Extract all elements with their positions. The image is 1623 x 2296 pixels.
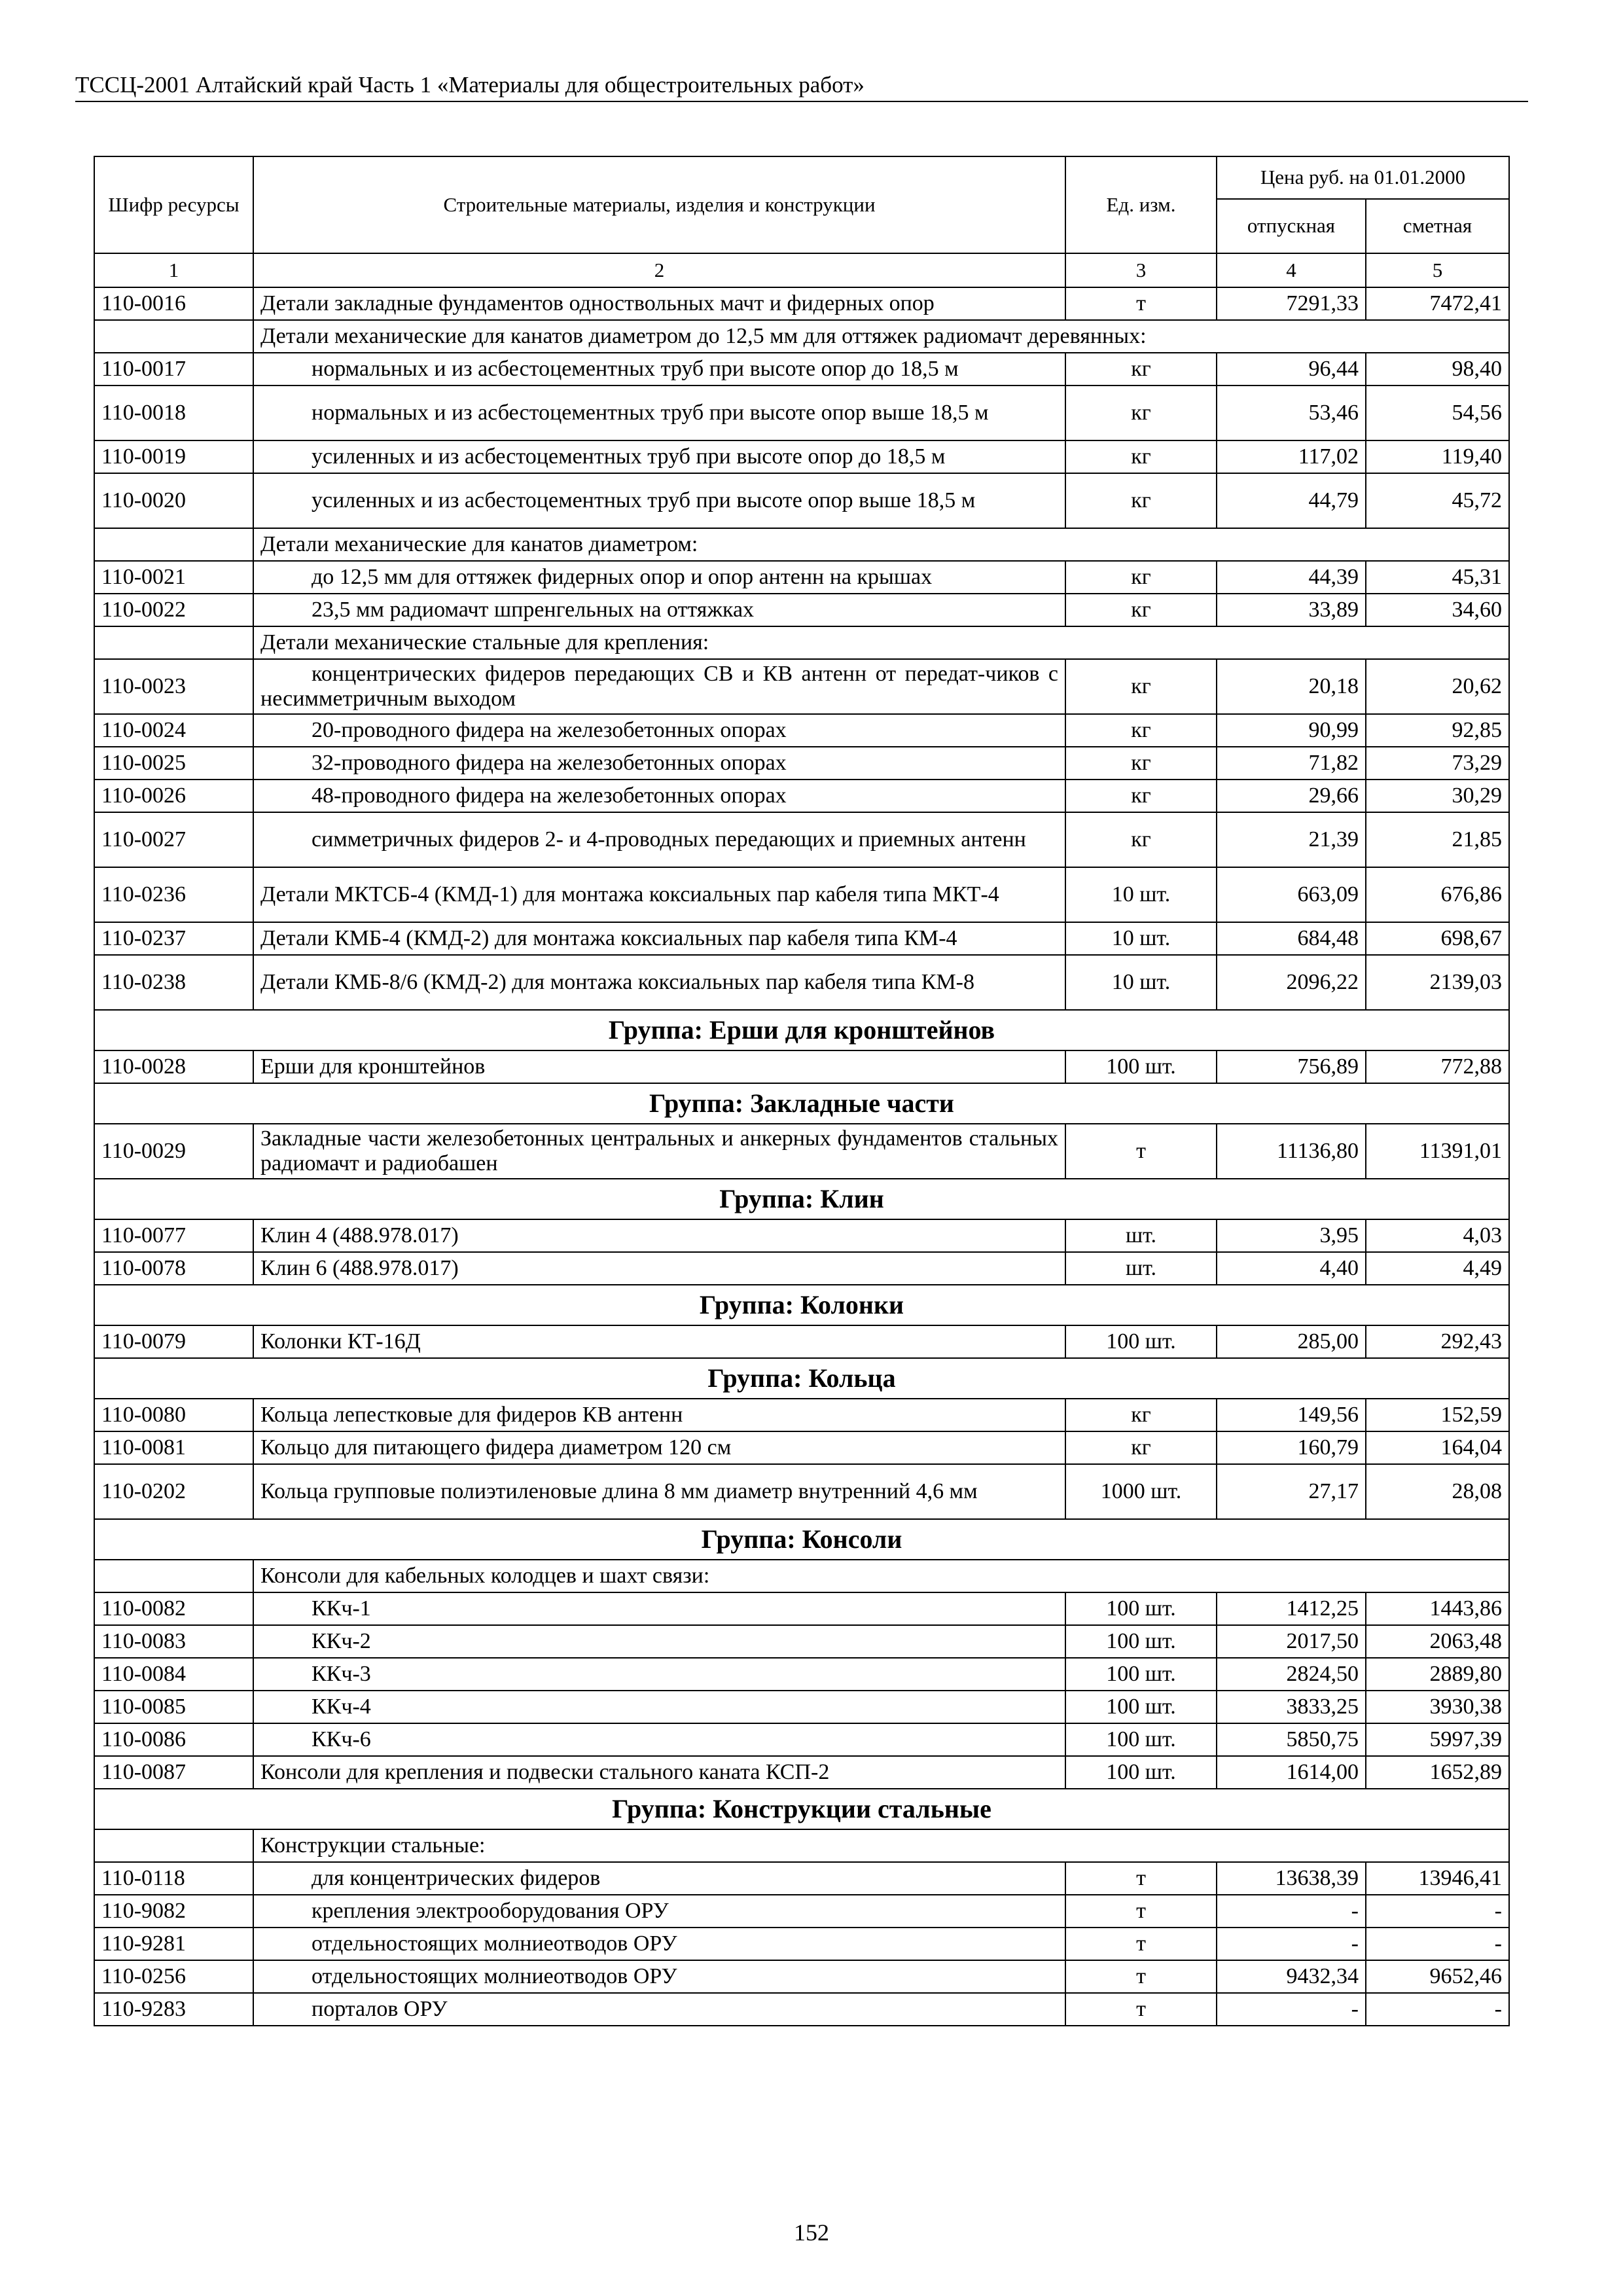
- material-name: отдельностоящих молниеотводов ОРУ: [253, 1928, 1065, 1960]
- empty-cell: [94, 528, 253, 561]
- table-row: [94, 561, 1509, 594]
- estimate-price-cell: -: [1366, 1928, 1509, 1960]
- release-price-cell: -: [1217, 1928, 1366, 1960]
- release-price-cell: 13638,39: [1217, 1862, 1366, 1895]
- table-row: [94, 1050, 1509, 1083]
- resource-code: 110-0078: [94, 1252, 253, 1285]
- group-heading-row: [94, 1083, 1509, 1124]
- unit-cell: т: [1065, 1124, 1217, 1179]
- subheading-text: Конструкции стальные:: [253, 1829, 1509, 1862]
- unit-cell: 10 шт.: [1065, 955, 1217, 1010]
- resource-code: 110-0081: [94, 1431, 253, 1464]
- estimate-price-cell: 3930,38: [1366, 1691, 1509, 1723]
- release-price-cell: 117,02: [1217, 440, 1366, 473]
- unit-cell: кг: [1065, 747, 1217, 780]
- unit-cell: кг: [1065, 440, 1217, 473]
- subheading-text: Детали механические для канатов диаметром:: [253, 528, 1509, 561]
- material-name: Клин 6 (488.978.017): [253, 1252, 1065, 1285]
- estimate-price-cell: 73,29: [1366, 747, 1509, 780]
- table-row: [94, 1325, 1509, 1358]
- release-price-cell: 2824,50: [1217, 1658, 1366, 1691]
- release-price-cell: 27,17: [1217, 1464, 1366, 1519]
- table-row: [94, 473, 1509, 528]
- group-heading: Группа: Колонки: [94, 1285, 1509, 1325]
- release-price-cell: 5850,75: [1217, 1723, 1366, 1756]
- table-row: [94, 812, 1509, 867]
- material-name: Детали КМБ-8/6 (КМД-2) для монтажа коксиальных пар кабеля типа КМ-8: [253, 955, 1065, 1010]
- resource-code: 110-0022: [94, 594, 253, 626]
- resource-code: 110-0238: [94, 955, 253, 1010]
- page-number: 152: [794, 2219, 829, 2246]
- unit-cell: кг: [1065, 659, 1217, 714]
- unit-cell: 10 шт.: [1065, 922, 1217, 955]
- estimate-price-cell: 21,85: [1366, 812, 1509, 867]
- estimate-price-cell: 98,40: [1366, 353, 1509, 386]
- price-table: [94, 156, 1510, 2026]
- table-row: [94, 1960, 1509, 1993]
- material-name: концентрических фидеров передающих СВ и КВ антенн от передат-чиков с несимметричным выходом: [253, 659, 1065, 714]
- estimate-price-cell: 45,72: [1366, 473, 1509, 528]
- group-heading: Группа: Клин: [94, 1179, 1509, 1219]
- unit-cell: шт.: [1065, 1252, 1217, 1285]
- table-row: [94, 1723, 1509, 1756]
- group-heading: Группа: Ерши для кронштейнов: [94, 1010, 1509, 1050]
- table-row: [94, 1895, 1509, 1928]
- material-name: Детали КМБ-4 (КМД-2) для монтажа коксиальных пар кабеля типа КМ-4: [253, 922, 1065, 955]
- estimate-price-cell: 119,40: [1366, 440, 1509, 473]
- resource-code: 110-0029: [94, 1124, 253, 1179]
- header-price: Цена руб. на 01.01.2000: [1217, 156, 1509, 199]
- material-name: Кольца лепестковые для фидеров КВ антенн: [253, 1399, 1065, 1431]
- release-price-cell: 2096,22: [1217, 955, 1366, 1010]
- release-price-cell: 53,46: [1217, 386, 1366, 440]
- material-name: ККч-3: [253, 1658, 1065, 1691]
- release-price-cell: 7291,33: [1217, 287, 1366, 320]
- empty-cell: [94, 320, 253, 353]
- table-row: [94, 1219, 1509, 1252]
- resource-code: 110-0118: [94, 1862, 253, 1895]
- unit-cell: т: [1065, 1862, 1217, 1895]
- release-price-cell: 44,39: [1217, 561, 1366, 594]
- material-name: ККч-4: [253, 1691, 1065, 1723]
- table-row: [94, 1124, 1509, 1179]
- resource-code: 110-0087: [94, 1756, 253, 1789]
- unit-cell: т: [1065, 1895, 1217, 1928]
- subheading-row: [94, 1829, 1509, 1862]
- table-row: [94, 780, 1509, 812]
- estimate-price-cell: 4,49: [1366, 1252, 1509, 1285]
- release-price-cell: -: [1217, 1895, 1366, 1928]
- table-body: [94, 287, 1509, 2026]
- table-row: [94, 1993, 1509, 2026]
- unit-cell: кг: [1065, 473, 1217, 528]
- release-price-cell: 684,48: [1217, 922, 1366, 955]
- subheading-text: Детали механические стальные для крепления:: [253, 626, 1509, 659]
- resource-code: 110-0021: [94, 561, 253, 594]
- release-price-cell: 33,89: [1217, 594, 1366, 626]
- unit-cell: 100 шт.: [1065, 1050, 1217, 1083]
- material-name: ККч-2: [253, 1625, 1065, 1658]
- resource-code: 110-0025: [94, 747, 253, 780]
- empty-cell: [94, 1829, 253, 1862]
- estimate-price-cell: 54,56: [1366, 386, 1509, 440]
- material-name: нормальных и из асбестоцементных труб при высоте опор до 18,5 м: [253, 353, 1065, 386]
- unit-cell: кг: [1065, 386, 1217, 440]
- group-heading-row: [94, 1358, 1509, 1399]
- material-name: порталов ОРУ: [253, 1993, 1065, 2026]
- resource-code: 110-0256: [94, 1960, 253, 1993]
- release-price-cell: 663,09: [1217, 867, 1366, 922]
- table-row: [94, 1252, 1509, 1285]
- resource-code: 110-9281: [94, 1928, 253, 1960]
- unit-cell: 100 шт.: [1065, 1625, 1217, 1658]
- resource-code: 110-0236: [94, 867, 253, 922]
- table-row: [94, 714, 1509, 747]
- column-number: 3: [1065, 253, 1217, 287]
- release-price-cell: 756,89: [1217, 1050, 1366, 1083]
- estimate-price-cell: 2889,80: [1366, 1658, 1509, 1691]
- table-row: [94, 353, 1509, 386]
- table-row: [94, 1592, 1509, 1625]
- unit-cell: т: [1065, 1928, 1217, 1960]
- estimate-price-cell: 2063,48: [1366, 1625, 1509, 1658]
- release-price-cell: -: [1217, 1993, 1366, 2026]
- table-row: [94, 1928, 1509, 1960]
- material-name: 20-проводного фидера на железобетонных опорах: [253, 714, 1065, 747]
- material-name: для концентрических фидеров: [253, 1862, 1065, 1895]
- estimate-price-cell: 2139,03: [1366, 955, 1509, 1010]
- estimate-price-cell: 20,62: [1366, 659, 1509, 714]
- estimate-price-cell: 13946,41: [1366, 1862, 1509, 1895]
- subheading-row: [94, 320, 1509, 353]
- estimate-price-cell: 4,03: [1366, 1219, 1509, 1252]
- release-price-cell: 149,56: [1217, 1399, 1366, 1431]
- release-price-cell: 3833,25: [1217, 1691, 1366, 1723]
- material-name: Детали МКТСБ-4 (КМД-1) для монтажа коксиальных пар кабеля типа МКТ-4: [253, 867, 1065, 922]
- material-name: до 12,5 мм для оттяжек фидерных опор и опор антенн на крышах: [253, 561, 1065, 594]
- estimate-price-cell: 1443,86: [1366, 1592, 1509, 1625]
- table-row: [94, 1691, 1509, 1723]
- unit-cell: кг: [1065, 812, 1217, 867]
- group-heading: Группа: Закладные части: [94, 1083, 1509, 1124]
- column-number: 5: [1366, 253, 1509, 287]
- resource-code: 110-0027: [94, 812, 253, 867]
- release-price-cell: 90,99: [1217, 714, 1366, 747]
- resource-code: 110-0079: [94, 1325, 253, 1358]
- table-row: [94, 386, 1509, 440]
- estimate-price-cell: 676,86: [1366, 867, 1509, 922]
- unit-cell: т: [1065, 1993, 1217, 2026]
- unit-cell: кг: [1065, 1431, 1217, 1464]
- header-code: Шифр ресурсы: [94, 156, 253, 253]
- estimate-price-cell: 7472,41: [1366, 287, 1509, 320]
- material-name: усиленных и из асбестоцементных труб при высоте опор до 18,5 м: [253, 440, 1065, 473]
- group-heading: Группа: Конструкции стальные: [94, 1789, 1509, 1829]
- estimate-price-cell: 772,88: [1366, 1050, 1509, 1083]
- estimate-price-cell: -: [1366, 1993, 1509, 2026]
- unit-cell: кг: [1065, 780, 1217, 812]
- release-price-cell: 1614,00: [1217, 1756, 1366, 1789]
- estimate-price-cell: -: [1366, 1895, 1509, 1928]
- resource-code: 110-0082: [94, 1592, 253, 1625]
- release-price-cell: 21,39: [1217, 812, 1366, 867]
- material-name: Консоли для крепления и подвески стального каната КСП-2: [253, 1756, 1065, 1789]
- release-price-cell: 20,18: [1217, 659, 1366, 714]
- material-name: отдельностоящих молниеотводов ОРУ: [253, 1960, 1065, 1993]
- estimate-price-cell: 45,31: [1366, 561, 1509, 594]
- material-name: 48-проводного фидера на железобетонных опорах: [253, 780, 1065, 812]
- unit-cell: кг: [1065, 714, 1217, 747]
- material-name: ККч-6: [253, 1723, 1065, 1756]
- unit-cell: 100 шт.: [1065, 1756, 1217, 1789]
- subheading-text: Детали механические для канатов диаметром до 12,5 мм для оттяжек радиомачт деревянных:: [253, 320, 1509, 353]
- unit-cell: кг: [1065, 561, 1217, 594]
- release-price-cell: 71,82: [1217, 747, 1366, 780]
- estimate-price-cell: 1652,89: [1366, 1756, 1509, 1789]
- material-name: 32-проводного фидера на железобетонных опорах: [253, 747, 1065, 780]
- release-price-cell: 3,95: [1217, 1219, 1366, 1252]
- group-heading-row: [94, 1285, 1509, 1325]
- header-unit: Ед. изм.: [1065, 156, 1217, 253]
- table-row: [94, 440, 1509, 473]
- table-row: [94, 867, 1509, 922]
- unit-cell: 100 шт.: [1065, 1592, 1217, 1625]
- group-heading-row: [94, 1519, 1509, 1560]
- resource-code: 110-0083: [94, 1625, 253, 1658]
- resource-code: 110-9082: [94, 1895, 253, 1928]
- unit-cell: 100 шт.: [1065, 1691, 1217, 1723]
- page-header-title: ТССЦ-2001 Алтайский край Часть 1 «Материалы для общестроительных работ»: [75, 71, 1528, 102]
- unit-cell: 100 шт.: [1065, 1325, 1217, 1358]
- table-row: [94, 1464, 1509, 1519]
- subheading-text: Консоли для кабельных колодцев и шахт связи:: [253, 1560, 1509, 1592]
- estimate-price-cell: 152,59: [1366, 1399, 1509, 1431]
- estimate-price-cell: 164,04: [1366, 1431, 1509, 1464]
- material-name: 23,5 мм радиомачт шпренгельных на оттяжках: [253, 594, 1065, 626]
- column-number: 4: [1217, 253, 1366, 287]
- group-heading-row: [94, 1010, 1509, 1050]
- header-estimate-price: сметная: [1366, 199, 1509, 253]
- release-price-cell: 160,79: [1217, 1431, 1366, 1464]
- empty-cell: [94, 1560, 253, 1592]
- table-row: [94, 594, 1509, 626]
- group-heading: Группа: Консоли: [94, 1519, 1509, 1560]
- subheading-row: [94, 626, 1509, 659]
- material-name: ККч-1: [253, 1592, 1065, 1625]
- material-name: Клин 4 (488.978.017): [253, 1219, 1065, 1252]
- resource-code: 110-0020: [94, 473, 253, 528]
- subheading-row: [94, 1560, 1509, 1592]
- material-name: Ерши для кронштейнов: [253, 1050, 1065, 1083]
- estimate-price-cell: 92,85: [1366, 714, 1509, 747]
- estimate-price-cell: 9652,46: [1366, 1960, 1509, 1993]
- material-name: нормальных и из асбестоцементных труб при высоте опор выше 18,5 м: [253, 386, 1065, 440]
- material-name: Детали закладные фундаментов одноствольных мачт и фидерных опор: [253, 287, 1065, 320]
- estimate-price-cell: 34,60: [1366, 594, 1509, 626]
- unit-cell: кг: [1065, 594, 1217, 626]
- resource-code: 110-0086: [94, 1723, 253, 1756]
- estimate-price-cell: 5997,39: [1366, 1723, 1509, 1756]
- release-price-cell: 9432,34: [1217, 1960, 1366, 1993]
- resource-code: 110-0077: [94, 1219, 253, 1252]
- resource-code: 110-0237: [94, 922, 253, 955]
- release-price-cell: 285,00: [1217, 1325, 1366, 1358]
- release-price-cell: 44,79: [1217, 473, 1366, 528]
- unit-cell: 1000 шт.: [1065, 1464, 1217, 1519]
- resource-code: 110-0026: [94, 780, 253, 812]
- material-name: крепления электрооборудования ОРУ: [253, 1895, 1065, 1928]
- unit-cell: т: [1065, 287, 1217, 320]
- estimate-price-cell: 28,08: [1366, 1464, 1509, 1519]
- material-name: Кольца групповые полиэтиленовые длина 8 мм диаметр внутренний 4,6 мм: [253, 1464, 1065, 1519]
- resource-code: 110-0085: [94, 1691, 253, 1723]
- group-heading-row: [94, 1789, 1509, 1829]
- release-price-cell: 11136,80: [1217, 1124, 1366, 1179]
- material-name: симметричных фидеров 2- и 4-проводных передающих и приемных антенн: [253, 812, 1065, 867]
- subheading-row: [94, 528, 1509, 561]
- resource-code: 110-9283: [94, 1993, 253, 2026]
- table-row: [94, 1431, 1509, 1464]
- resource-code: 110-0018: [94, 386, 253, 440]
- resource-code: 110-0080: [94, 1399, 253, 1431]
- table-row: [94, 1625, 1509, 1658]
- unit-cell: кг: [1065, 353, 1217, 386]
- table-row: [94, 1756, 1509, 1789]
- material-name: Кольцо для питающего фидера диаметром 120 см: [253, 1431, 1065, 1464]
- material-name: Закладные части железобетонных центральных и анкерных фундаментов стальных радиомачт и радиобашен: [253, 1124, 1065, 1179]
- unit-cell: 10 шт.: [1065, 867, 1217, 922]
- resource-code: 110-0016: [94, 287, 253, 320]
- empty-cell: [94, 626, 253, 659]
- resource-code: 110-0017: [94, 353, 253, 386]
- estimate-price-cell: 292,43: [1366, 1325, 1509, 1358]
- table-row: [94, 1862, 1509, 1895]
- group-heading: Группа: Кольца: [94, 1358, 1509, 1399]
- resource-code: 110-0202: [94, 1464, 253, 1519]
- table-row: [94, 659, 1509, 714]
- release-price-cell: 96,44: [1217, 353, 1366, 386]
- unit-cell: т: [1065, 1960, 1217, 1993]
- resource-code: 110-0019: [94, 440, 253, 473]
- table-row: [94, 747, 1509, 780]
- table-row: [94, 922, 1509, 955]
- release-price-cell: 1412,25: [1217, 1592, 1366, 1625]
- resource-code: 110-0084: [94, 1658, 253, 1691]
- release-price-cell: 2017,50: [1217, 1625, 1366, 1658]
- resource-code: 110-0024: [94, 714, 253, 747]
- header-release-price: отпускная: [1217, 199, 1366, 253]
- unit-cell: 100 шт.: [1065, 1723, 1217, 1756]
- release-price-cell: 29,66: [1217, 780, 1366, 812]
- estimate-price-cell: 11391,01: [1366, 1124, 1509, 1179]
- table-row: [94, 955, 1509, 1010]
- group-heading-row: [94, 1179, 1509, 1219]
- unit-cell: кг: [1065, 1399, 1217, 1431]
- resource-code: 110-0028: [94, 1050, 253, 1083]
- column-number: 2: [253, 253, 1065, 287]
- unit-cell: 100 шт.: [1065, 1658, 1217, 1691]
- table-row: [94, 1399, 1509, 1431]
- unit-cell: шт.: [1065, 1219, 1217, 1252]
- material-name: усиленных и из асбестоцементных труб при высоте опор выше 18,5 м: [253, 473, 1065, 528]
- release-price-cell: 4,40: [1217, 1252, 1366, 1285]
- column-number: 1: [94, 253, 253, 287]
- resource-code: 110-0023: [94, 659, 253, 714]
- estimate-price-cell: 698,67: [1366, 922, 1509, 955]
- table-row: [94, 287, 1509, 320]
- header-name: Строительные материалы, изделия и конструкции: [253, 156, 1065, 253]
- estimate-price-cell: 30,29: [1366, 780, 1509, 812]
- material-name: Колонки КТ-16Д: [253, 1325, 1065, 1358]
- table-row: [94, 1658, 1509, 1691]
